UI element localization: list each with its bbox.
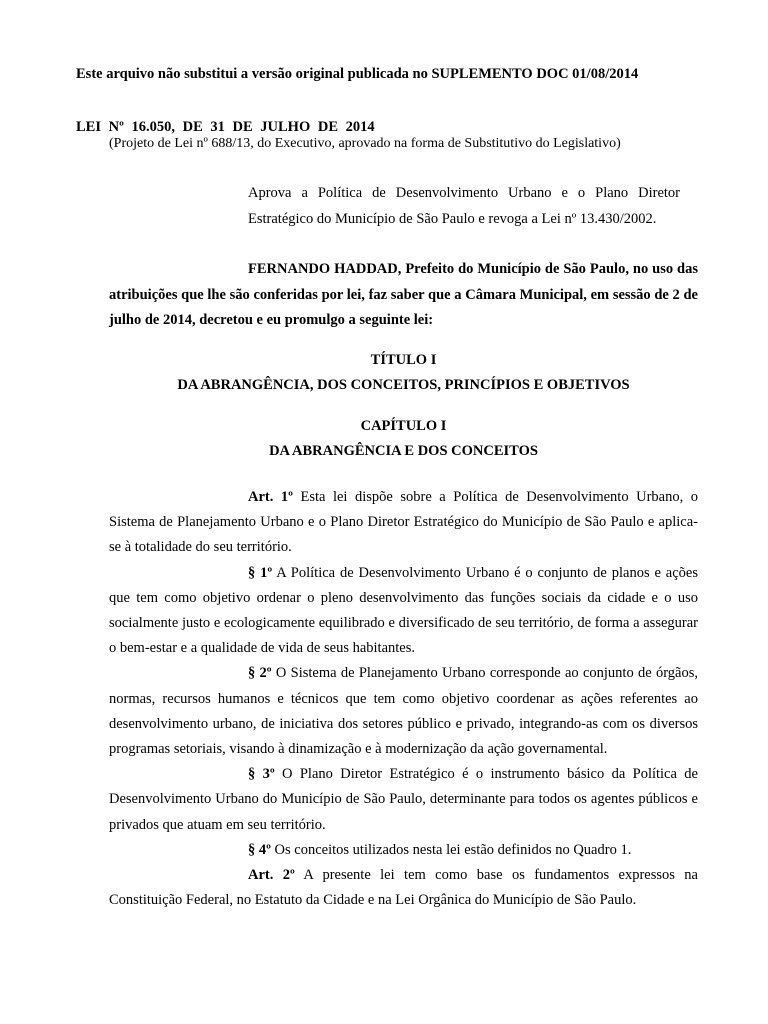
article-label: § 4º <box>248 841 271 858</box>
article-text: Os conceitos utilizados nesta lei estão definidos no Quadro 1. <box>270 841 632 858</box>
article-paragraph <box>109 863 698 913</box>
article-paragraph <box>109 561 698 662</box>
article-paragraph <box>109 661 698 762</box>
title-heading: TÍTULO I <box>370 352 437 368</box>
article-paragraph <box>109 485 698 561</box>
articles-body <box>109 485 698 913</box>
chapter-heading: CAPÍTULO I <box>360 418 447 434</box>
publication-notice: Este arquivo não substitui a versão original publicada no SUPLEMENTO DOC 01/08/2014 <box>76 66 639 82</box>
article-text: O Plano Diretor Estratégico é o instrumento básico da Política de Desenvolvimento Urbano do Município de São Paulo, determinante para todos os agentes públicos e privados que atuam em seu território. <box>109 766 698 833</box>
mayor-name: FERNANDO HADDAD <box>248 261 398 277</box>
article-text: O Sistema de Planejamento Urbano corresponde ao conjunto de órgãos, normas, recursos humanos e técnicos que tem como objetivo coordenar as ações referentes ao desenvolvimento urbano, de iniciativa dos setores público e privado, integrando-as com os diversos programas setoriais, visando à dinamização e à modernização da ação governamental. <box>109 665 698 758</box>
article-label: Art. 1º <box>248 489 293 505</box>
article-paragraph <box>109 762 698 838</box>
preamble <box>109 257 698 334</box>
title-name: DA ABRANGÊNCIA, DOS CONCEITOS, PRINCÍPIOS E OBJETIVOS <box>177 377 630 393</box>
article-text: A presente lei tem como base os fundamentos expressos na Constituição Federal, no Estatuto da Cidade e na Lei Orgânica do Município de São Paulo. <box>109 867 698 909</box>
article-label: Art. 2º <box>248 867 295 884</box>
law-subtitle: (Projeto de Lei nº 688/13, do Executivo, aprovado na forma de Substitutivo do Legislativo) <box>109 136 621 151</box>
article-paragraph <box>109 838 698 863</box>
article-label: § 3º <box>248 766 275 783</box>
law-summary: Aprova a Política de Desenvolvimento Urbano e o Plano Diretor Estratégico do Município de São Paulo e revoga a Lei nº 13.430/2002. <box>248 185 680 227</box>
article-text: A Política de Desenvolvimento Urbano é o conjunto de planos e ações que tem como objetivo ordenar o pleno desenvolvimento das funções sociais da cidade e o uso socialmente justo e ecologicamente equilibrado e diversificado de seu território, de forma a assegurar o bem-estar e a qualidade de vida de seus habitantes. <box>109 564 698 657</box>
article-label: § 1º <box>248 564 273 581</box>
preamble-text: , Prefeito do Município de São Paulo, no uso das atribuições que lhe são conferidas por lei, faz saber que a Câmara Municipal, em sessão de 2 de julho de 2014, decretou e eu promulgo a seguinte lei: <box>109 261 698 328</box>
chapter-name: DA ABRANGÊNCIA E DOS CONCEITOS <box>269 443 538 459</box>
article-label: § 2º <box>248 665 272 682</box>
law-title: LEI Nº 16.050, DE 31 DE JULHO DE 2014 <box>76 119 375 135</box>
article-text: Esta lei dispõe sobre a Política de Desenvolvimento Urbano, o Sistema de Planejamento Urbano e o Plano Diretor Estratégico do Município de São Paulo e aplica-se à totalidade do seu território. <box>109 489 698 556</box>
